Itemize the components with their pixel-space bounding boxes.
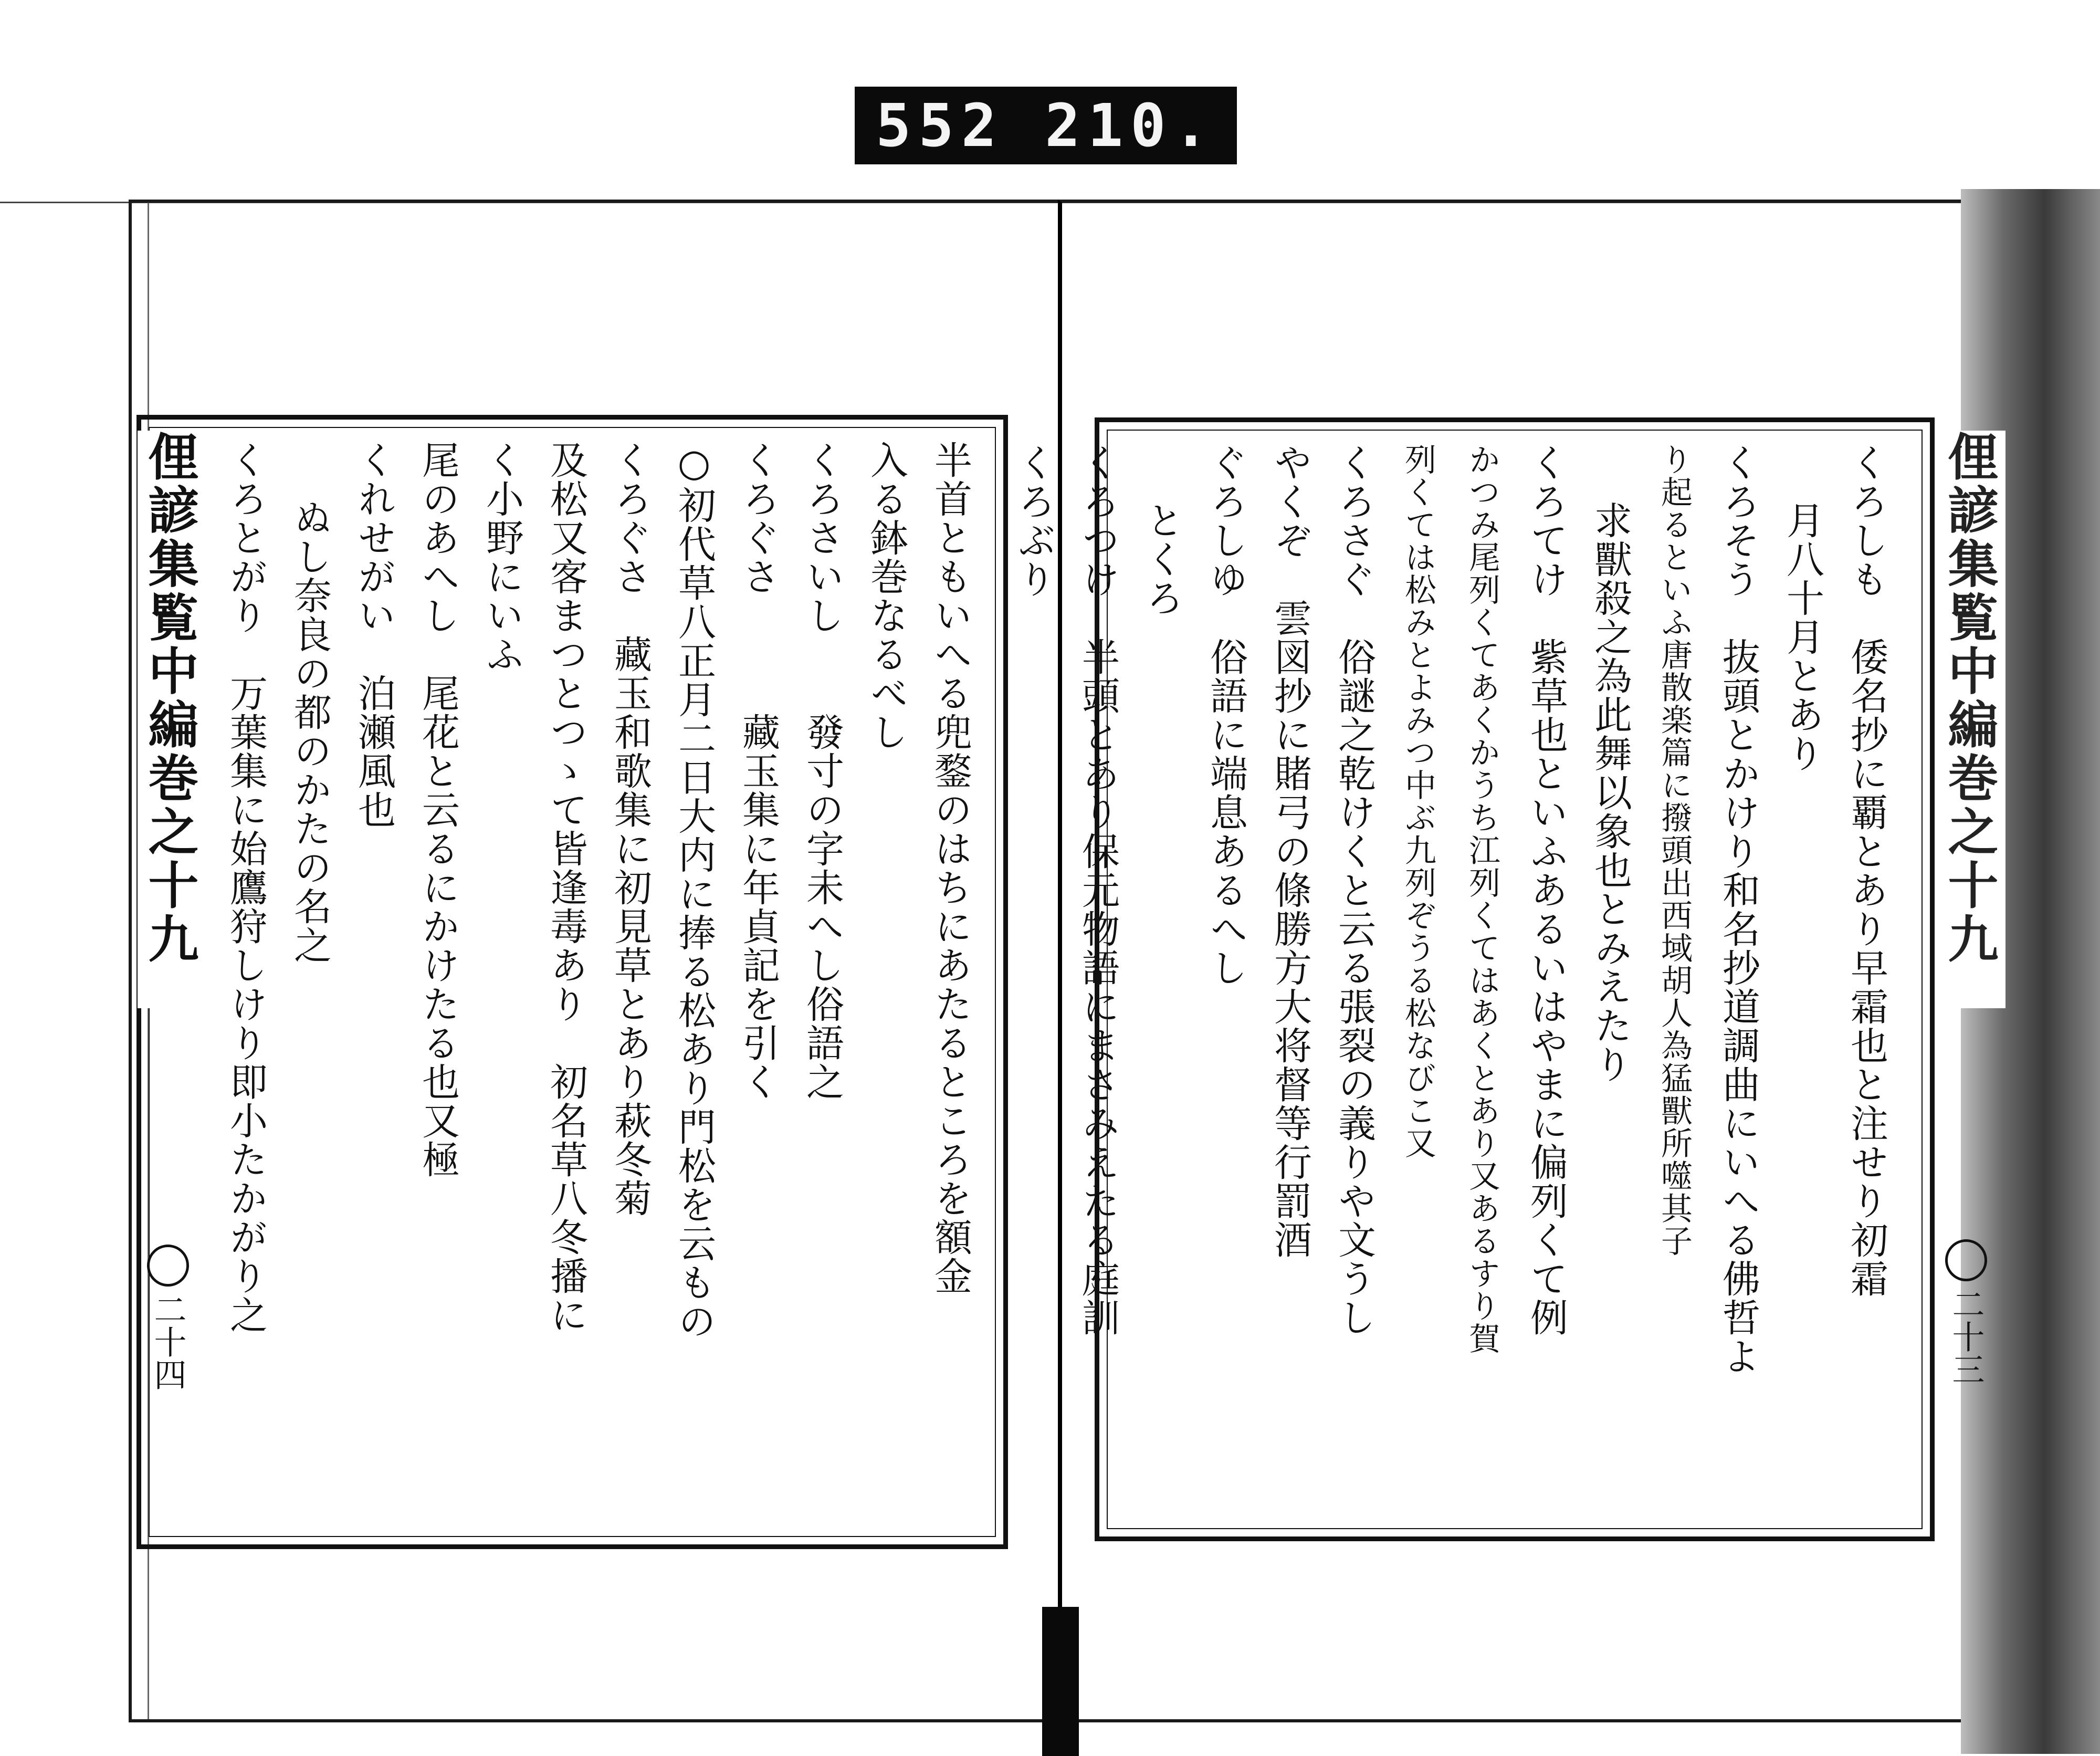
left-text-columns [220,441,982,1523]
right-folio-number: 二十三 [1947,1288,1985,1385]
right-text-columns [1012,443,1898,1515]
text-column: くろさぐ 俗謎之乾けくと云る張裂の義りや文うし [1332,443,1376,1337]
text-column: くろとがり 万葉集に始鷹狩しけり即小たかがり之 [224,441,268,1334]
text-column: やくぞ 雲図抄に賭弓の條勝方大将督等行罰酒 [1268,443,1312,1259]
right-text-frame [1012,417,1935,1541]
right-folio [1942,1239,1989,1385]
text-column: くろぐさ 藏玉和歌集に初見草とあり萩冬菊 [608,441,652,1218]
text-column: 求獸殺之為此舞以象也とみえたり [1588,501,1632,1084]
text-column: り起るといふ唐散楽篇に撥頭出西域胡人為猛獸所噬其子 [1656,443,1693,1257]
text-column: くろさいし 發寸の字未へし俗語之 [800,441,844,1101]
text-column: 入る鉢巻なるべし [864,441,908,751]
reel-number-left: 552 [876,92,1004,160]
right-margin-title: 俚諺集覧中編巻之十九 [1937,431,2006,1008]
text-column: くろしも 倭名抄に覇とあり早霜也と注せり初霜 [1844,443,1888,1298]
left-text-frame [136,415,1008,1549]
text-column: 半首ともいへる兜鍪のはちにあたるところを額金 [928,441,972,1295]
text-column: ○初代草八正月二日大内に捧る松あり門松を云もの [672,441,716,1341]
left-margin-title: 俚諺集覧中編巻之十九 [138,431,206,1008]
left-folio [144,1245,191,1391]
circle-mark-icon [1945,1239,1987,1281]
text-column: くろつけ 半頭とあり保元物語にまさみえたる庭訓 [1076,443,1120,1337]
text-column: く小野にいふ [480,441,524,674]
text-column: ぬし奈良の都のかたの名之 [288,498,332,965]
circle-mark-icon [147,1245,189,1287]
text-column: 及松又客まつとつゝて皆逢毒あり 初名草八冬播に [544,441,588,1334]
left-folio-number: 二十四 [149,1293,187,1391]
text-column: ぐろしゆ 俗語に端息あるへし [1204,443,1248,987]
text-column: くれせがい 泊瀬風也 [352,441,396,829]
text-column: とくろ [1140,501,1184,618]
text-column: くろぐさ 藏玉集に年貞記を引く [736,441,780,1101]
text-column: 尾のあへし 尾花と云るにかけたる也又極 [416,441,460,1179]
reel-number-label [855,87,1237,164]
text-column: くろそう 抜頭とかけり和名抄道調曲にいへる佛哲よ [1716,443,1760,1376]
text-column: くろぶり [1012,443,1056,599]
spine-binding [1042,1607,1079,1756]
text-column: かつみ尾列くてあくかうち江列くてはあくとあり又あるすり賀 [1464,443,1500,1355]
text-column: くろてけ 紫草也といふあるいはやまに偏列くて例 [1524,443,1568,1337]
reel-number-right: 210. [1045,92,1216,160]
text-column: 月八十月とあり [1780,501,1824,773]
text-column: 列くては松みとよみつ中ぶ九列ぞうる松なびこ又 [1400,443,1436,1159]
